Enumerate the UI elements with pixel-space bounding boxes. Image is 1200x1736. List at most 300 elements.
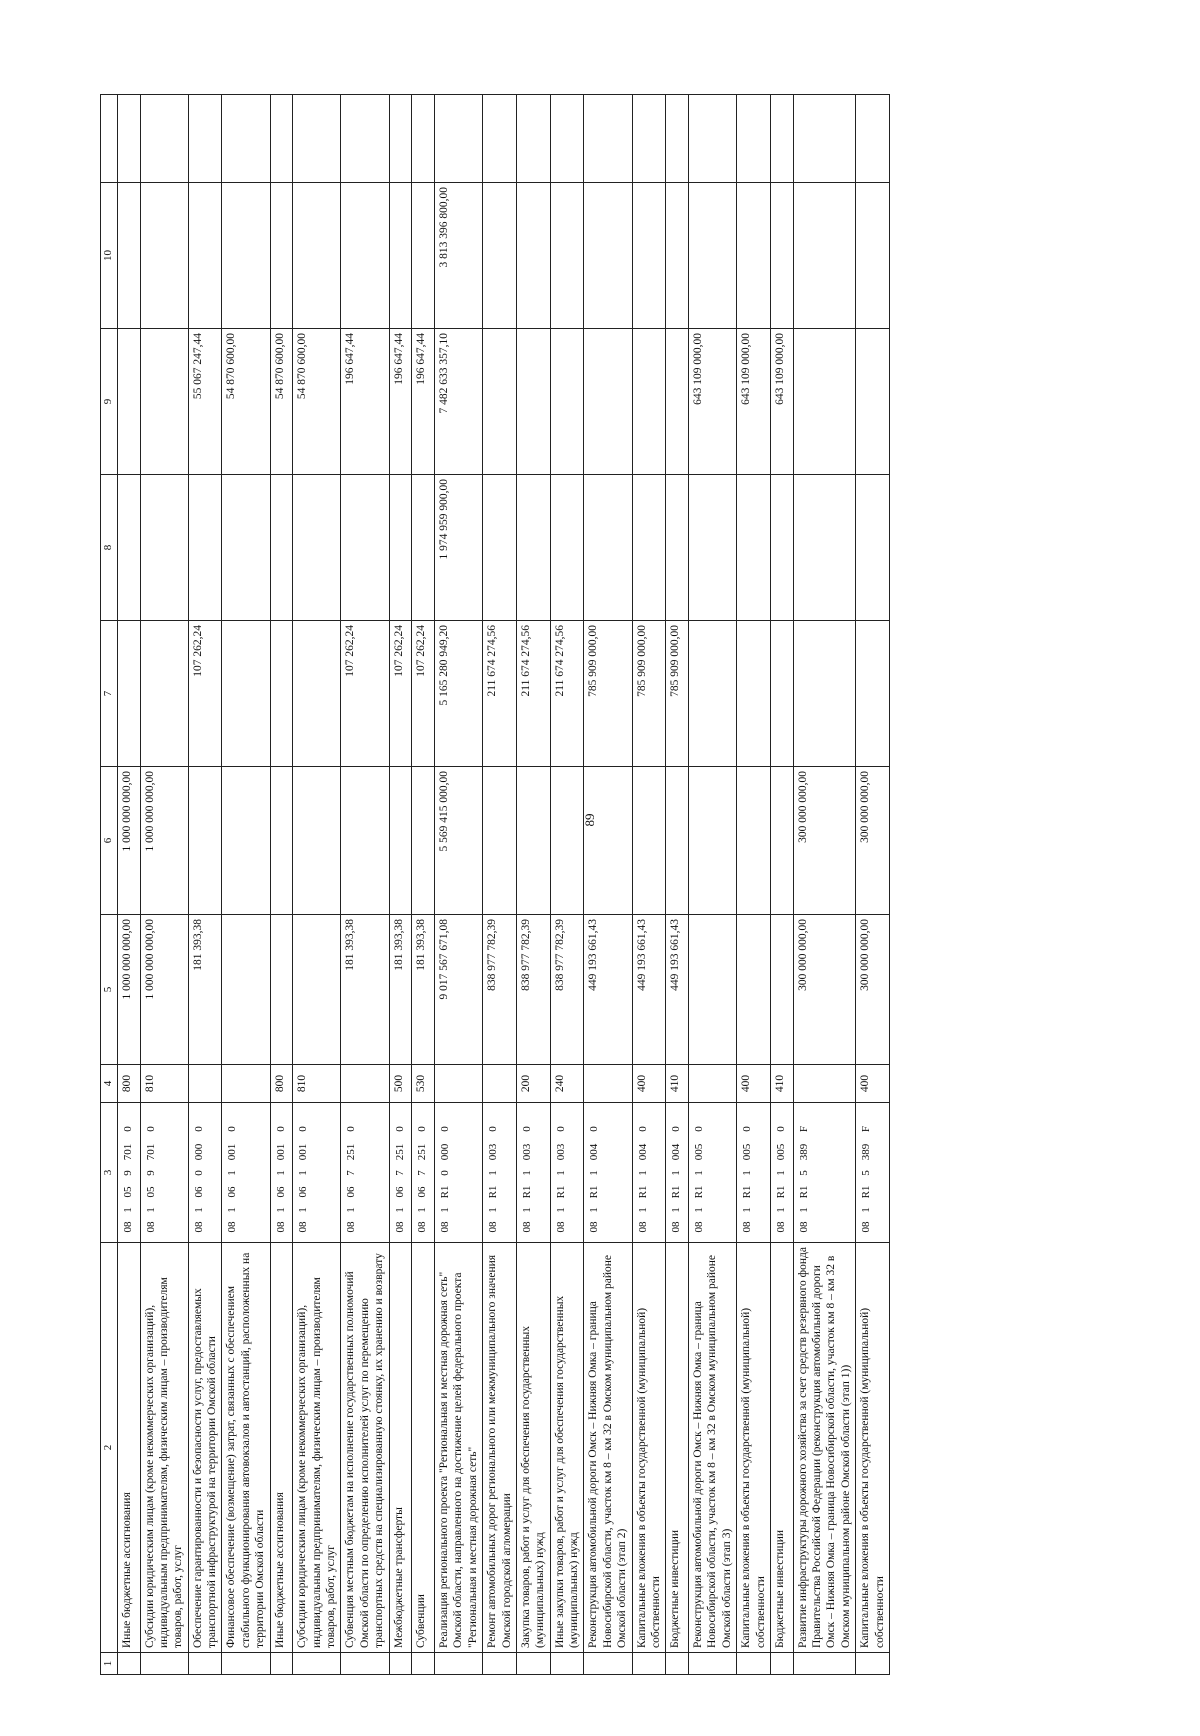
code-segment: 701 (121, 1143, 134, 1161)
table-row (737, 95, 771, 1675)
code-segment: 05 (144, 1186, 157, 1198)
row-expense-type-cell (483, 1065, 517, 1103)
row-name-cell: Бюджетные инвестиции (770, 1243, 793, 1653)
code-segment: 1 (297, 1207, 310, 1213)
row-amount-cell-c8 (270, 475, 293, 621)
row-expense-type-cell (341, 1065, 389, 1103)
code-segment: 08 (554, 1221, 567, 1233)
row-trailing-cell (140, 95, 188, 183)
row-spacer-cell (270, 1653, 293, 1675)
row-name-cell: Субвенции (412, 1243, 435, 1653)
row-amount-cell-c9: 54 870 600,00 (293, 329, 341, 475)
row-name-cell: Капитальные вложения в объекты государственной (муниципальной) собственности (737, 1243, 771, 1653)
row-amount-cell-c5: 449 193 661,43 (666, 915, 689, 1065)
header-cell-9: 9 (101, 329, 118, 475)
row-amount-cell-c5: 838 977 782,39 (550, 915, 584, 1065)
code-segment: R1 (860, 1185, 873, 1199)
row-amount-cell-c10 (516, 183, 550, 329)
row-amount-cell-c9: 196 647,44 (389, 329, 412, 475)
code-segment: R1 (554, 1185, 567, 1199)
row-amount-cell-c5: 838 977 782,39 (483, 915, 517, 1065)
row-spacer-cell (435, 1653, 483, 1675)
code-segment: R1 (670, 1185, 683, 1199)
header-row (101, 95, 118, 1675)
code-segment: 0 (393, 1126, 406, 1132)
header-cell-empty (101, 95, 118, 183)
row-spacer-cell (550, 1653, 584, 1675)
row-spacer-cell (770, 1653, 793, 1675)
row-trailing-cell (689, 95, 737, 183)
row-amount-cell-c10 (632, 183, 666, 329)
row-amount-cell-c6: 300 000 000,00 (856, 767, 890, 915)
table-row (270, 95, 293, 1675)
code-segment: 1 (226, 1170, 239, 1176)
row-code-cell (188, 1103, 222, 1243)
code-segment: 1 (274, 1207, 287, 1213)
code-segments (586, 1107, 604, 1238)
row-amount-cell-c8 (412, 475, 435, 621)
code-segment: 08 (636, 1221, 649, 1233)
header-cell-10: 10 (101, 183, 118, 329)
code-segment: 004 (588, 1143, 601, 1161)
code-segments (668, 1107, 686, 1238)
table-row (117, 95, 140, 1675)
code-segments (773, 1107, 791, 1238)
row-code-cell (293, 1103, 341, 1243)
row-amount-cell-c6 (666, 767, 689, 915)
row-trailing-cell (770, 95, 793, 183)
row-trailing-cell (188, 95, 222, 183)
code-segments (437, 1107, 455, 1238)
code-segment: 1 (741, 1170, 754, 1176)
code-segment: 251 (416, 1143, 429, 1161)
row-spacer-cell (188, 1653, 222, 1675)
code-segment: 06 (226, 1186, 239, 1198)
table-header (101, 95, 118, 1675)
row-amount-cell-c6: 1 000 000 000,00 (117, 767, 140, 915)
code-segment: 0 (345, 1126, 358, 1132)
row-name-cell: Иные бюджетные ассигнования (270, 1243, 293, 1653)
row-amount-cell-c10 (270, 183, 293, 329)
code-segment: 08 (588, 1221, 601, 1233)
code-segment: 005 (693, 1143, 705, 1161)
code-segment: 7 (345, 1170, 358, 1176)
code-segment: 5 (860, 1170, 873, 1176)
row-amount-cell-c5: 449 193 661,43 (584, 915, 632, 1065)
code-segment: 9 (121, 1170, 134, 1176)
code-segment: 0 (741, 1126, 754, 1132)
code-segment: 000 (192, 1143, 205, 1161)
row-trailing-cell (222, 95, 270, 183)
code-segment: 0 (144, 1126, 157, 1132)
code-segments (295, 1107, 313, 1238)
row-spacer-cell (856, 1653, 890, 1675)
row-code-cell (666, 1103, 689, 1243)
code-segment: 1 (393, 1207, 406, 1213)
code-segments (392, 1107, 410, 1238)
code-segment: R1 (636, 1185, 649, 1199)
row-amount-cell-c6 (293, 767, 341, 915)
row-amount-cell-c10: 3 813 396 800,00 (435, 183, 483, 329)
code-segment: 1 (520, 1207, 533, 1213)
row-name-cell: Реконструкция автомобильной дороги Омск – Нижняя Омка – граница Новосибирской области, участок км 8 – км 32 в Омском муниципальном районе Омской области (этап 2) (584, 1243, 632, 1653)
row-amount-cell-c5: 181 393,38 (389, 915, 412, 1065)
row-amount-cell-c8 (516, 475, 550, 621)
row-amount-cell-c5 (737, 915, 771, 1065)
row-amount-cell-c5 (689, 915, 737, 1065)
row-trailing-cell (293, 95, 341, 183)
code-segment: F (860, 1125, 873, 1133)
row-amount-cell-c9 (793, 329, 856, 475)
code-segment: 1 (439, 1207, 451, 1213)
code-segment: R1 (487, 1185, 500, 1199)
row-amount-cell-c10 (341, 183, 389, 329)
row-spacer-cell (737, 1653, 771, 1675)
row-amount-cell-c8 (341, 475, 389, 621)
row-name-cell: Развитие инфраструктуры дорожного хозяйства за счет средств резервного фонда Правительства Российской Федерации (реконструкция автомобильной дороги Омск – Нижняя Омка – граница Новосибирской области, участок км 8 – км 32 в Омском муниципальном районе Омской области (этап 1)) (793, 1243, 856, 1653)
row-amount-cell-c10 (856, 183, 890, 329)
row-code-cell (389, 1103, 412, 1243)
table-row (389, 95, 412, 1675)
row-amount-cell-c5 (270, 915, 293, 1065)
row-amount-cell-c6: 5 569 415 000,00 (435, 767, 483, 915)
code-segment: 08 (860, 1221, 873, 1233)
row-amount-cell-c9 (516, 329, 550, 475)
row-amount-cell-c8 (856, 475, 890, 621)
row-name-cell: Закупка товаров, работ и услуг для обеспечения государственных (муниципальных) нужд (516, 1243, 550, 1653)
code-segments (414, 1107, 432, 1238)
code-segment: 0 (588, 1126, 601, 1132)
code-segment: 5 (797, 1170, 810, 1176)
row-code-cell (737, 1103, 771, 1243)
code-segment: 08 (192, 1221, 205, 1233)
table-row (770, 95, 793, 1675)
row-amount-cell-c8 (188, 475, 222, 621)
code-segments (485, 1107, 503, 1238)
header-cell-6: 6 (101, 767, 118, 915)
row-amount-cell-c8 (140, 475, 188, 621)
code-segments (273, 1107, 291, 1238)
code-segment: 1 (554, 1170, 567, 1176)
row-trailing-cell (483, 95, 517, 183)
row-code-cell (770, 1103, 793, 1243)
row-expense-type-cell (793, 1065, 856, 1103)
row-trailing-cell (856, 95, 890, 183)
row-trailing-cell (666, 95, 689, 183)
header-cell-8: 8 (101, 475, 118, 621)
row-amount-cell-c8 (389, 475, 412, 621)
code-segment: R1 (741, 1185, 754, 1199)
code-segments (796, 1107, 814, 1238)
code-segment: 005 (774, 1143, 787, 1161)
row-code-cell (550, 1103, 584, 1243)
code-segment: 1 (693, 1170, 705, 1176)
table-row (435, 95, 483, 1675)
row-amount-cell-c6 (188, 767, 222, 915)
row-amount-cell-c7 (117, 621, 140, 767)
code-segments (120, 1107, 138, 1238)
row-amount-cell-c5 (293, 915, 341, 1065)
code-segment: R1 (520, 1185, 533, 1199)
table-row (140, 95, 188, 1675)
code-segment: 1 (636, 1207, 649, 1213)
table-row (793, 95, 856, 1675)
code-segment: 0 (416, 1126, 429, 1132)
code-segment: 1 (636, 1170, 649, 1176)
code-segment: 06 (297, 1186, 310, 1198)
header-cell-3: 3 (101, 1103, 118, 1243)
row-amount-cell-c10 (689, 183, 737, 329)
row-amount-cell-c10 (584, 183, 632, 329)
row-amount-cell-c8 (666, 475, 689, 621)
row-spacer-cell (412, 1653, 435, 1675)
row-spacer-cell (516, 1653, 550, 1675)
code-segment: 1 (345, 1207, 358, 1213)
row-amount-cell-c6 (550, 767, 584, 915)
code-segment: 08 (520, 1221, 533, 1233)
row-amount-cell-c7: 785 909 000,00 (584, 621, 632, 767)
row-code-cell (516, 1103, 550, 1243)
table-row (412, 95, 435, 1675)
row-code-cell (140, 1103, 188, 1243)
row-name-cell: Капитальные вложения в объекты государственной (муниципальной) собственности (632, 1243, 666, 1653)
row-amount-cell-c7 (140, 621, 188, 767)
code-segment: 1 (774, 1207, 787, 1213)
table-row (483, 95, 517, 1675)
table-row (632, 95, 666, 1675)
row-amount-cell-c7: 107 262,24 (389, 621, 412, 767)
row-amount-cell-c6 (632, 767, 666, 915)
row-amount-cell-c5: 1 000 000 000,00 (140, 915, 188, 1065)
header-cell-5: 5 (101, 915, 118, 1065)
code-segment: 0 (487, 1126, 500, 1132)
row-code-cell (856, 1103, 890, 1243)
row-amount-cell-c5: 838 977 782,39 (516, 915, 550, 1065)
code-segment: 1 (192, 1207, 205, 1213)
row-spacer-cell (117, 1653, 140, 1675)
row-trailing-cell (632, 95, 666, 183)
code-segments (343, 1107, 361, 1238)
row-amount-cell-c10 (222, 183, 270, 329)
code-segment: 003 (554, 1143, 567, 1161)
row-amount-cell-c5: 181 393,38 (341, 915, 389, 1065)
code-segment: 08 (226, 1221, 239, 1233)
code-segment: 08 (741, 1221, 754, 1233)
row-expense-type-cell: 800 (117, 1065, 140, 1103)
row-trailing-cell (412, 95, 435, 183)
row-amount-cell-c10 (389, 183, 412, 329)
row-amount-cell-c6 (584, 767, 632, 915)
row-amount-cell-c6: 300 000 000,00 (793, 767, 856, 915)
row-amount-cell-c7: 211 674 274,56 (483, 621, 517, 767)
code-segment: R1 (439, 1185, 451, 1199)
row-amount-cell-c7: 785 909 000,00 (666, 621, 689, 767)
row-spacer-cell (689, 1653, 737, 1675)
table-row (188, 95, 222, 1675)
table-row (666, 95, 689, 1675)
code-segment: 1 (774, 1170, 787, 1176)
row-amount-cell-c6 (516, 767, 550, 915)
row-code-cell (435, 1103, 483, 1243)
row-amount-cell-c8 (222, 475, 270, 621)
code-segments (519, 1107, 537, 1238)
table-row (293, 95, 341, 1675)
row-code-cell (584, 1103, 632, 1243)
row-expense-type-cell: 410 (666, 1065, 689, 1103)
row-spacer-cell (140, 1653, 188, 1675)
header-cell-2: 2 (101, 1243, 118, 1653)
row-amount-cell-c9: 7 482 633 357,10 (435, 329, 483, 475)
header-cell-1: 1 (101, 1653, 118, 1675)
code-segment: 1 (741, 1207, 754, 1213)
code-segment: 000 (439, 1143, 451, 1161)
row-amount-cell-c6 (270, 767, 293, 915)
row-spacer-cell (341, 1653, 389, 1675)
code-segment: 08 (274, 1221, 287, 1233)
row-amount-cell-c9: 54 870 600,00 (270, 329, 293, 475)
code-segment: 9 (144, 1170, 157, 1176)
row-trailing-cell (341, 95, 389, 183)
code-segment: 06 (416, 1186, 429, 1198)
row-amount-cell-c5: 300 000 000,00 (856, 915, 890, 1065)
row-expense-type-cell: 410 (770, 1065, 793, 1103)
row-expense-type-cell (584, 1065, 632, 1103)
row-name-cell: Межбюджетные трансферты (389, 1243, 412, 1653)
code-segment: 251 (345, 1143, 358, 1161)
row-name-cell: Субсидии юридическим лицам (кроме некоммерческих организаций), индивидуальным предпринимателям, физическим лицам – производителям товаров, работ, услуг (140, 1243, 188, 1653)
code-segment: 0 (636, 1126, 649, 1132)
row-expense-type-cell (435, 1065, 483, 1103)
row-name-cell: Иные бюджетные ассигнования (117, 1243, 140, 1653)
row-amount-cell-c6 (737, 767, 771, 915)
code-segment: 0 (693, 1126, 705, 1132)
row-amount-cell-c10 (188, 183, 222, 329)
code-segment: 1 (670, 1170, 683, 1176)
code-segment: 1 (226, 1207, 239, 1213)
code-segment: 08 (797, 1221, 810, 1233)
code-segment: 06 (192, 1186, 205, 1198)
row-amount-cell-c6 (412, 767, 435, 915)
code-segment: 06 (393, 1186, 406, 1198)
row-amount-cell-c5: 181 393,38 (412, 915, 435, 1065)
code-segment: 0 (554, 1126, 567, 1132)
row-spacer-cell (222, 1653, 270, 1675)
code-segment: 0 (226, 1126, 239, 1132)
code-segment: 001 (297, 1143, 310, 1161)
code-segment: 003 (520, 1143, 533, 1161)
row-amount-cell-c8 (293, 475, 341, 621)
row-trailing-cell (737, 95, 771, 183)
row-name-cell: Субсидии юридическим лицам (кроме некоммерческих организаций), индивидуальным предпринимателям, физическим лицам – производителям товаров, работ, услуг (293, 1243, 341, 1653)
code-segment: 08 (774, 1221, 787, 1233)
code-segments (739, 1107, 757, 1238)
row-amount-cell-c10 (770, 183, 793, 329)
row-code-cell (222, 1103, 270, 1243)
row-amount-cell-c10 (737, 183, 771, 329)
row-amount-cell-c10 (793, 183, 856, 329)
row-amount-cell-c7 (222, 621, 270, 767)
code-segment: 08 (693, 1221, 705, 1233)
row-amount-cell-c6 (222, 767, 270, 915)
row-code-cell (117, 1103, 140, 1243)
code-segment: 1 (797, 1207, 810, 1213)
code-segment: 0 (297, 1126, 310, 1132)
code-segments (553, 1107, 571, 1238)
row-expense-type-cell: 530 (412, 1065, 435, 1103)
code-segment: 0 (121, 1126, 134, 1132)
code-segment: R1 (693, 1185, 705, 1199)
code-segment: 1 (144, 1207, 157, 1213)
row-amount-cell-c8 (689, 475, 737, 621)
code-segment: 08 (670, 1221, 683, 1233)
row-name-cell: Субвенция местным бюджетам на исполнение государственных полномочий Омской области по определению исполнителей услуг по перемещению транспортных средств на специализированную стоянку, их хранению и возврату (341, 1243, 389, 1653)
row-amount-cell-c5: 1 000 000 000,00 (117, 915, 140, 1065)
row-amount-cell-c9 (584, 329, 632, 475)
row-amount-cell-c7 (689, 621, 737, 767)
row-amount-cell-c9: 643 109 000,00 (689, 329, 737, 475)
code-segment: 251 (393, 1143, 406, 1161)
row-amount-cell-c7 (737, 621, 771, 767)
row-trailing-cell (389, 95, 412, 183)
code-segment: 389 (860, 1143, 873, 1161)
row-amount-cell-c6 (389, 767, 412, 915)
page-number: 89 (582, 813, 597, 827)
row-name-cell: Капитальные вложения в объекты государственной (муниципальной) собственности (856, 1243, 890, 1653)
row-amount-cell-c9 (632, 329, 666, 475)
row-amount-cell-c6 (483, 767, 517, 915)
table-row (341, 95, 389, 1675)
code-segment: 08 (487, 1221, 500, 1233)
row-amount-cell-c10 (412, 183, 435, 329)
code-segment: 08 (121, 1221, 134, 1233)
row-spacer-cell (483, 1653, 517, 1675)
budget-table (100, 94, 890, 1675)
header-cell-7: 7 (101, 621, 118, 767)
row-amount-cell-c9: 55 067 247,44 (188, 329, 222, 475)
table-body (117, 95, 889, 1675)
row-amount-cell-c9: 54 870 600,00 (222, 329, 270, 475)
code-segments (635, 1107, 653, 1238)
code-segment: R1 (588, 1185, 601, 1199)
row-expense-type-cell: 400 (632, 1065, 666, 1103)
row-amount-cell-c8 (770, 475, 793, 621)
row-amount-cell-c6 (770, 767, 793, 915)
row-amount-cell-c7 (856, 621, 890, 767)
code-segment: 001 (226, 1143, 239, 1161)
row-amount-cell-c7: 211 674 274,56 (516, 621, 550, 767)
code-segment: 0 (439, 1126, 451, 1132)
code-segment: 0 (439, 1170, 451, 1176)
row-amount-cell-c9 (550, 329, 584, 475)
row-amount-cell-c9: 196 647,44 (412, 329, 435, 475)
row-expense-type-cell: 810 (293, 1065, 341, 1103)
row-trailing-cell (584, 95, 632, 183)
code-segment: 0 (774, 1126, 787, 1132)
row-spacer-cell (389, 1653, 412, 1675)
code-segment: 004 (636, 1143, 649, 1161)
row-name-cell: Финансовое обеспечение (возмещение) затрат, связанных с обеспечением стабильного функционирования автовокзалов и автостанций, расположенных на территории Омской области (222, 1243, 270, 1653)
row-code-cell (632, 1103, 666, 1243)
code-segment: 06 (274, 1186, 287, 1198)
row-expense-type-cell: 400 (737, 1065, 771, 1103)
row-expense-type-cell: 200 (516, 1065, 550, 1103)
row-amount-cell-c9 (856, 329, 890, 475)
row-trailing-cell (270, 95, 293, 183)
row-spacer-cell (793, 1653, 856, 1675)
code-segment: 0 (670, 1126, 683, 1132)
code-segments (858, 1107, 876, 1238)
row-amount-cell-c7 (793, 621, 856, 767)
